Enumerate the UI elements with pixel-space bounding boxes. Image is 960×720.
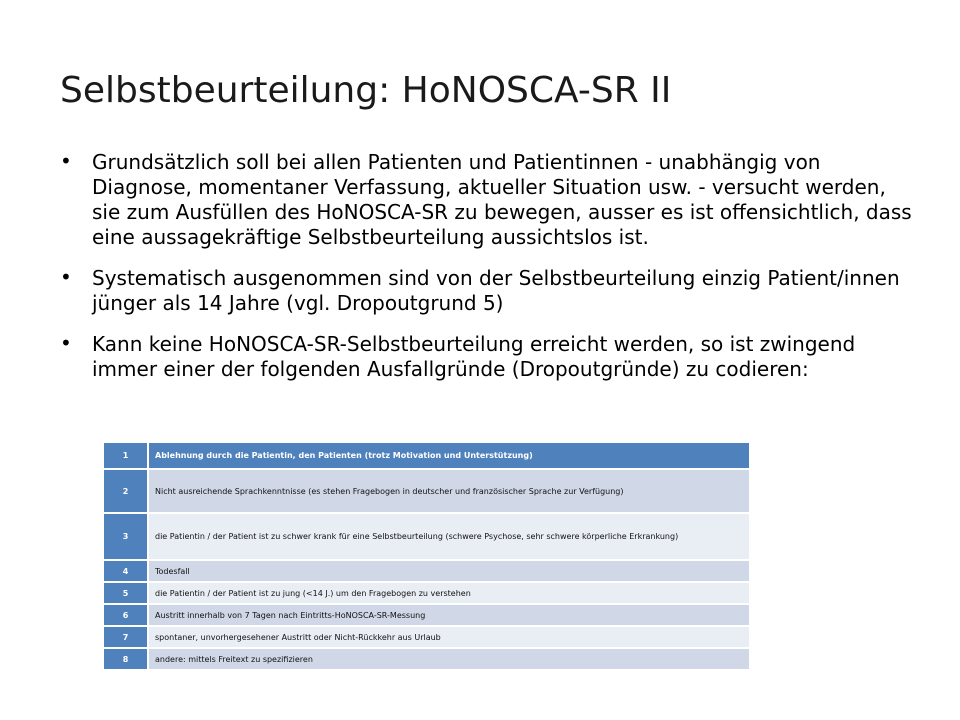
dropout-code: 5 [104,582,148,604]
dropout-reason: Austritt innerhalb von 7 Tagen nach Eintritts-HoNOSCA-SR-Messung [148,604,749,626]
bullet-item [56,150,916,250]
slide-title: Selbstbeurteilung: HoNOSCA-SR II [60,70,672,111]
dropout-code: 4 [104,560,148,582]
dropout-code: 6 [104,604,148,626]
dropout-code: 2 [104,469,148,513]
table-row [104,469,749,513]
dropout-reason: die Patientin / der Patient ist zu schwer krank für eine Selbstbeurteilung (schwere Psychose, sehr schwere körperliche Erkrankung) [148,513,749,560]
dropout-reason: spontaner, unvorhergesehener Austritt oder Nicht-Rückkehr aus Urlaub [148,626,749,648]
table-row [104,626,749,648]
table-row [104,513,749,560]
dropout-reason: Todesfall [148,560,749,582]
dropout-code: 8 [104,648,148,670]
bullet-text: Grundsätzlich soll bei allen Patienten und Patientinnen - unabhängig von Diagnose, momentaner Verfassung, aktueller Situation usw. - versucht werden, sie zum Ausfüllen des HoNOSCA-SR zu bewegen, ausser es ist offensichtlich, dass eine aussagekräftige Selbstbeurteilung aussichtslos ist. [92,150,912,249]
table-row [104,582,749,604]
dropout-code: 3 [104,513,148,560]
bullet-item [56,266,916,316]
dropout-reason: die Patientin / der Patient ist zu jung (<14 J.) um den Fragebogen zu verstehen [148,582,749,604]
dropout-code: 7 [104,626,148,648]
table-row [104,560,749,582]
dropout-reason: andere: mittels Freitext zu spezifizieren [148,648,749,670]
bullet-text: Kann keine HoNOSCA-SR-Selbstbeurteilung erreicht werden, so ist zwingend immer einer der folgenden Ausfallgründe (Dropoutgründe) zu codieren: [92,332,856,381]
bullet-text: Systematisch ausgenommen sind von der Selbstbeurteilung einzig Patient/innen jünger als 14 Jahre (vgl. Dropoutgrund 5) [92,266,900,315]
bullet-icon: • [60,331,72,355]
dropout-reason: Ablehnung durch die Patientin, den Patienten (trotz Motivation und Unterstützung) [148,443,749,469]
dropout-code: 1 [104,443,148,469]
bullet-list [56,150,916,382]
table-row [104,648,749,670]
table-row [104,604,749,626]
bullet-icon: • [60,265,72,289]
table-row [104,443,749,469]
bullet-icon: • [60,149,72,173]
dropout-reasons-table [104,443,749,671]
bullet-item [56,332,916,382]
dropout-reason: Nicht ausreichende Sprachkenntnisse (es stehen Fragebogen in deutscher und französischer Sprache zur Verfügung) [148,469,749,513]
